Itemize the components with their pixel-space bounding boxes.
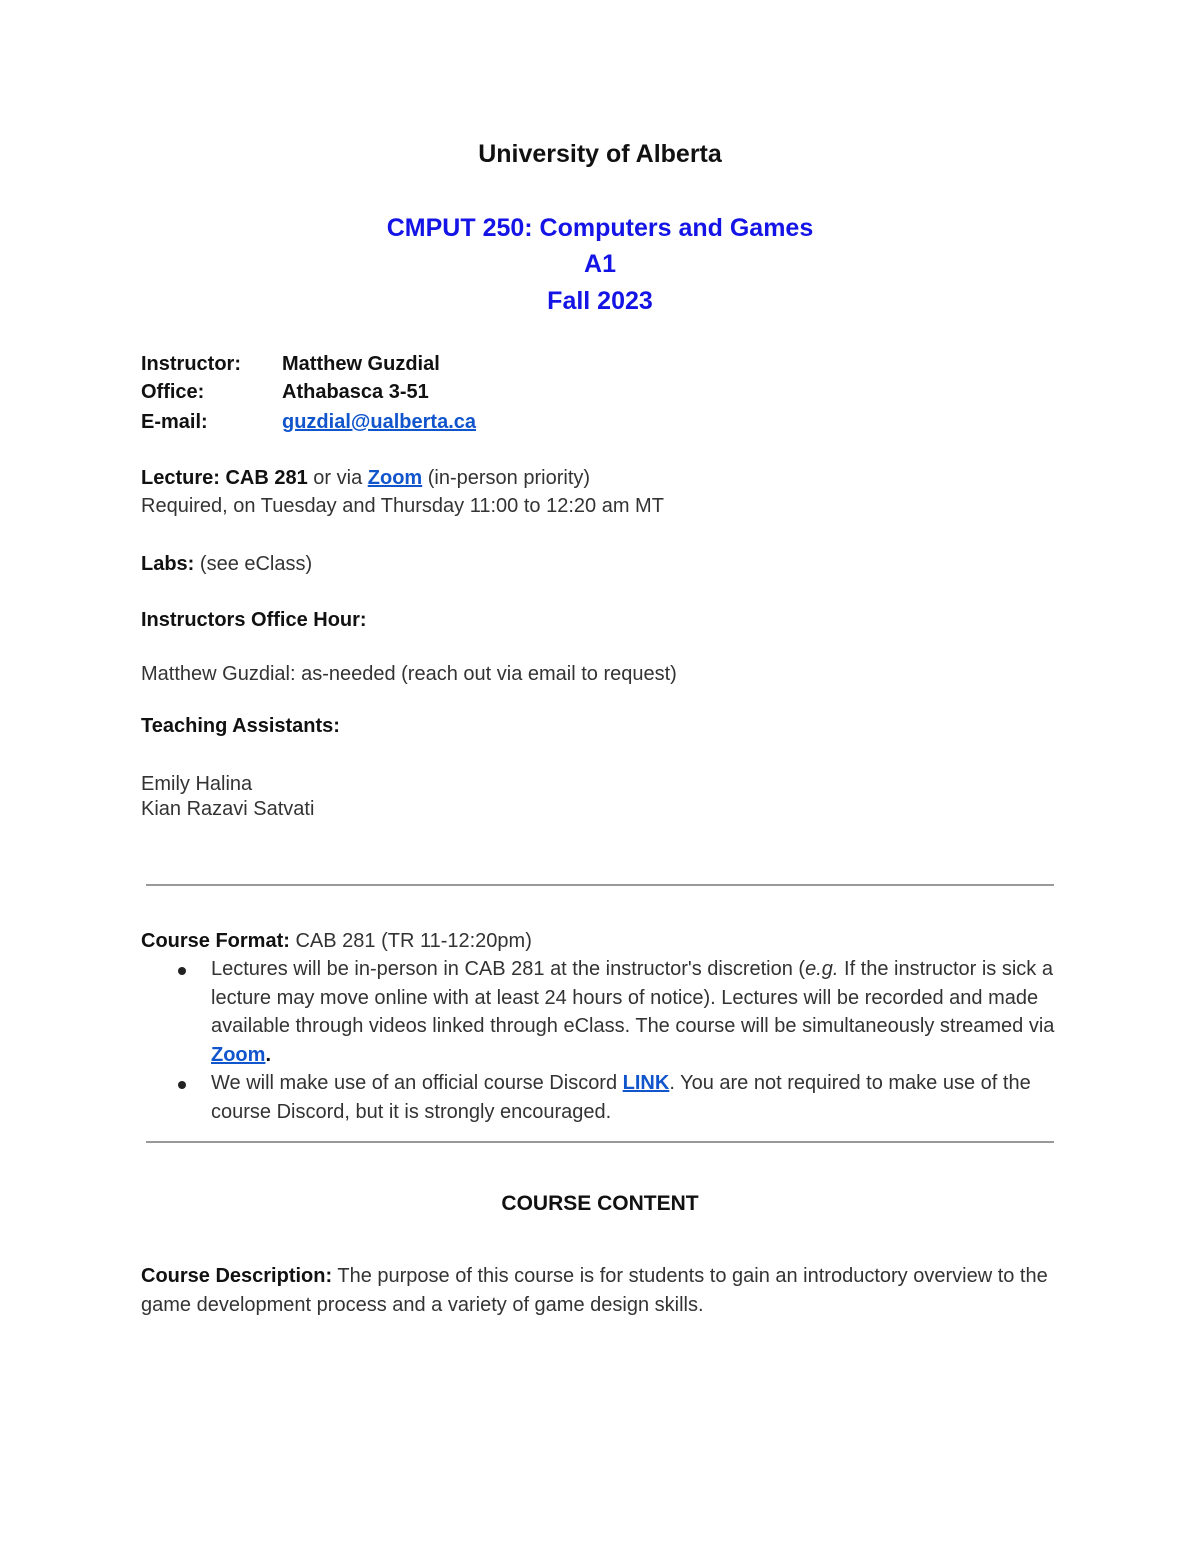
course-title: CMPUT 250: Computers and Games (386, 214, 814, 242)
bullet-dot (178, 967, 186, 975)
ta-name: Kian Razavi Satvati (141, 798, 315, 820)
bullet-2-text-b: . You are not required to make use of the course Discord, but it is strongly encouraged. (211, 1072, 1031, 1123)
divider (146, 1141, 1054, 1143)
ta-label: Teaching Assistants: (141, 715, 340, 737)
bullet-1-zoom-link[interactable]: Zoom (211, 1043, 266, 1066)
course-term: Fall 2023 (547, 287, 653, 315)
office-hours-value: Matthew Guzdial: as-needed (reach out via email to request) (141, 663, 677, 685)
format-bullet-2 (211, 1069, 1071, 1126)
lecture-schedule: Required, on Tuesday and Thursday 11:00 to 12:20 am MT (141, 495, 664, 517)
course-section: A1 (584, 250, 616, 278)
office-location: Athabasca 3-51 (282, 381, 429, 403)
course-format-row (141, 927, 532, 955)
bullet-1-text-b: If the instructor is sick a lecture may move online with at least 24 hours of notice). Lectures will be recorded and made available through videos linked through eClass. The course will be simultaneously streamed via (211, 958, 1055, 1037)
course-description (141, 1262, 1071, 1319)
lecture-zoom-link[interactable]: Zoom (367, 467, 423, 489)
lecture-or-via: or via (313, 467, 363, 489)
instructor-name: Matthew Guzdial (282, 353, 440, 375)
office-hours-label: Instructors Office Hour: (141, 609, 367, 631)
lecture-label: Lecture: (141, 467, 220, 489)
university-name: University of Alberta (478, 140, 722, 168)
ta-name: Emily Halina (141, 773, 253, 795)
bullet-2-text-a: We will make use of an official course Discord (211, 1072, 623, 1094)
labs-label: Labs: (141, 553, 195, 575)
email-link[interactable]: guzdial@ualberta.ca (282, 411, 476, 433)
labs-row (141, 550, 312, 578)
divider (146, 884, 1054, 886)
bullet-dot (178, 1081, 186, 1089)
office-label: Office: (141, 381, 205, 403)
course-content-heading: COURSE CONTENT (501, 1192, 699, 1215)
email-label: E-mail: (141, 411, 208, 433)
discord-link[interactable]: LINK (622, 1072, 670, 1094)
bullet-1-text-c: . (265, 1043, 271, 1066)
lecture-room: CAB 281 (225, 467, 308, 489)
labs-value: (see eClass) (199, 553, 313, 575)
office-row (141, 378, 429, 406)
email-row (141, 408, 476, 436)
lecture-row (141, 464, 590, 492)
course-format-value: CAB 281 (TR 11-12:20pm) (295, 930, 532, 952)
bullet-1-italic: e.g. (805, 958, 839, 980)
bullet-1-text-a: Lectures will be in-person in CAB 281 at the instructor's discretion ( (211, 958, 806, 980)
instructor-label: Instructor: (141, 353, 241, 375)
course-description-label: Course Description: (141, 1265, 333, 1287)
course-format-label: Course Format: (141, 930, 290, 952)
format-bullet-1 (211, 955, 1071, 1069)
course-description-text: The purpose of this course is for students to gain an introductory overview to the game development process and a variety of game design skills. (141, 1265, 1048, 1316)
instructor-row (141, 350, 440, 378)
lecture-priority: (in-person priority) (427, 467, 591, 489)
